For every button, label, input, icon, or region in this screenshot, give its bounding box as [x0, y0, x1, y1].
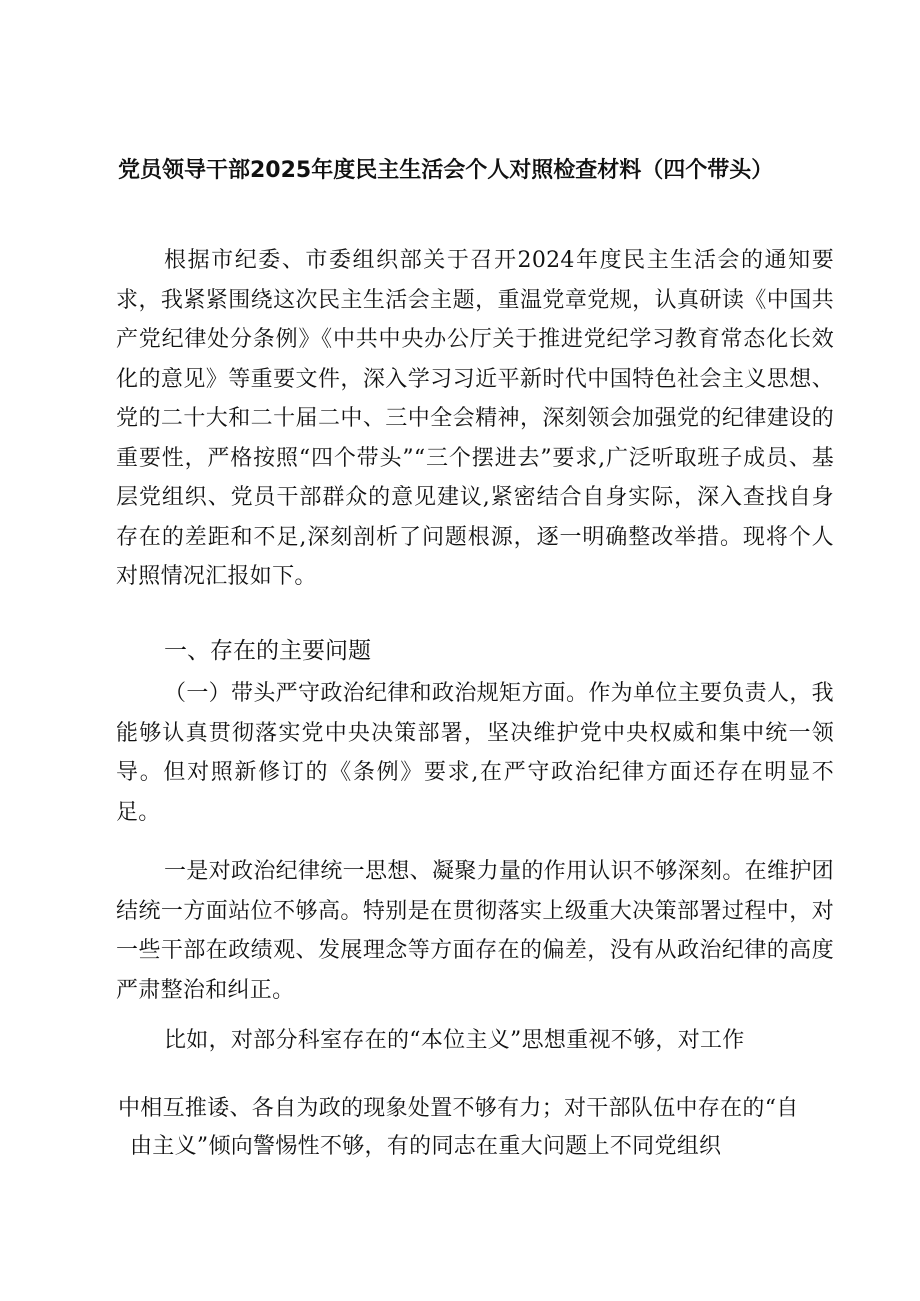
point-one-paragraph: 一是对政治纪律统一思想、凝聚力量的作用认识不够深刻。在维护团结统一方面站位不够高。特别是在贯彻落实上级重大决策部署过程中，对一些干部在政绩观、发展理念等方面存在的偏差，没有从政治纪律的高度严肃整治和纠正。 [116, 859, 834, 1003]
document-title: 党员领导干部2025年度民主生活会个人对照检查材料（四个带头） [118, 158, 774, 183]
example-line-3: 由主义”倾向警惕性不够，有的同志在重大问题上不同党组织 [130, 1134, 722, 1159]
intro-paragraph: 根据市纪委、市委组织部关于召开2024年度民主生活会的通知要求，我紧紧围绕这次民主生活会主题，重温党章党规，认真研读《中国共产党纪律处分条例》《中共中央办公厅关于推进党纪学习教育常态化长效化的意见》等重要文件，深入学习习近平新时代中国特色社会主义思想、党的二十大和二十届二中、三中全会精神，深刻领会加强党的纪律建设的重要性，严格按照“四个带头”“三个摆进去”要求,广泛听取班子成员、基层党组织、党员干部群众的意见建议,紧密结合自身实际，深入查找自身存在的差距和不足,深刻剖析了问题根源，逐一明确整改举措。现将个人对照情况汇报如下。 [116, 248, 834, 589]
subsection-paragraph: （一）带头严守政治纪律和政治规矩方面。作为单位主要负责人，我能够认真贯彻落实党中央决策部署，坚决维护党中央权威和集中统一领导。但对照新修订的《条例》要求,在严守政治纪律方面还存在明显不足。 [116, 681, 834, 825]
section-heading: 一、存在的主要问题 [164, 638, 371, 664]
example-line-1: 比如，对部分科室存在的“本位主义”思想重视不够，对工作 [164, 1028, 745, 1053]
example-line-2: 中相互推诿、各自为政的现象处置不够有力；对干部队伍中存在的“自 [118, 1096, 799, 1121]
